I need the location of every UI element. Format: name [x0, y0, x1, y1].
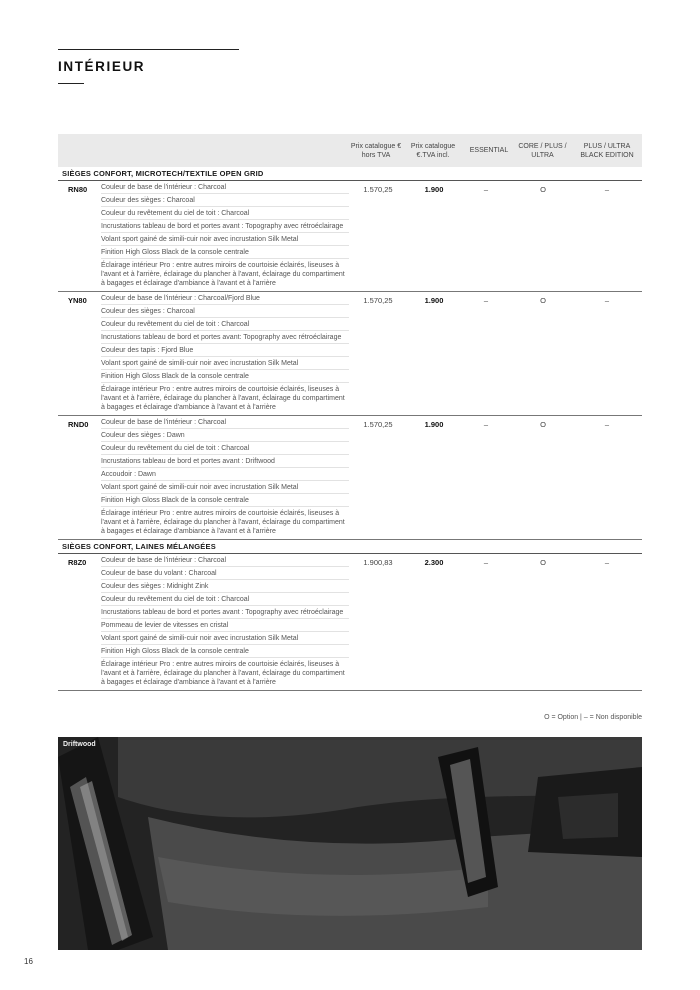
header-essential: ESSENTIAL: [469, 147, 509, 154]
feature-item: Couleur de base du volant : Charcoal: [101, 567, 349, 580]
feature-item: Éclairage intérieur Pro : entre autres miroirs de courtoisie éclairés, liseuses à l'avant et à l'arrière, éclairage du plancher à l'avant, éclairage du compartiment à bagages et éclairage d'ambiance à l'avant et à l'arrière: [101, 661, 345, 686]
feature-item: Finition High Gloss Black de la console centrale: [101, 246, 349, 259]
feature-item: Couleur du revêtement du ciel de toit : Charcoal: [101, 593, 349, 606]
price-excl-vat: 1.570,25: [363, 420, 393, 429]
option-code: R8Z0: [68, 558, 87, 567]
feature-item: Incrustations tableau de bord et portes avant: Topography avec rétroéclairage: [101, 331, 349, 344]
option-code: YN80: [68, 296, 87, 305]
availability-core: O: [540, 558, 546, 567]
feature-item: Éclairage intérieur Pro : entre autres miroirs de courtoisie éclairés, liseuses à l'avant et à l'arrière, éclairage du plancher à l'avant, éclairage du compartiment à bagages et éclairage d'ambiance à l'avant et à l'arrière: [101, 386, 345, 411]
price-excl-vat: 1.900,83: [363, 558, 393, 567]
feature-item: Finition High Gloss Black de la console centrale: [101, 494, 349, 507]
feature-item: Couleur des sièges : Charcoal: [101, 194, 349, 207]
page-number: 16: [24, 957, 33, 966]
option-group: [58, 554, 642, 691]
legend: O = Option | – = Non disponible: [544, 714, 642, 721]
header-core: CORE / PLUS / ULTRA: [518, 142, 567, 159]
availability-essential: –: [483, 296, 489, 305]
availability-plus: –: [604, 420, 610, 429]
feature-item: Volant sport gainé de simili-cuir noir avec incrustation Silk Metal: [101, 233, 349, 246]
price-incl-vat: 2.300: [424, 558, 444, 567]
feature-item: Couleur du revêtement du ciel de toit : Charcoal: [101, 318, 349, 331]
feature-item: Volant sport gainé de simili-cuir noir avec incrustation Silk Metal: [101, 632, 349, 645]
feature-item: Incrustations tableau de bord et portes avant : Topography avec rétroéclairage: [101, 606, 349, 619]
availability-essential: –: [483, 185, 489, 194]
feature-list: [101, 181, 349, 289]
feature-item: Couleur de base de l'intérieur : Charcoal: [101, 554, 349, 567]
header-prix-ht: Prix catalogue € hors TVA: [350, 142, 402, 159]
option-code: RND0: [68, 420, 89, 429]
dashboard-illustration: [58, 737, 642, 950]
feature-item: Volant sport gainé de simili-cuir noir avec incrustation Silk Metal: [101, 357, 349, 370]
section-heading: SIÈGES CONFORT, LAINES MÉLANGÉES: [58, 540, 642, 554]
feature-item: Couleur des sièges : Dawn: [101, 429, 349, 442]
price-incl-vat: 1.900: [424, 420, 444, 429]
title-underline: [58, 83, 84, 84]
option-code: RN80: [68, 185, 88, 194]
availability-plus: –: [604, 558, 610, 567]
feature-item: Couleur du revêtement du ciel de toit : Charcoal: [101, 207, 349, 220]
feature-item: Pommeau de levier de vitesses en cristal: [101, 619, 349, 632]
header-prix-ttc: Prix catalogue €.TVA incl.: [410, 142, 456, 159]
feature-item: Couleur de base de l'intérieur : Charcoal: [101, 416, 349, 429]
price-incl-vat: 1.900: [424, 296, 444, 305]
availability-essential: –: [483, 558, 489, 567]
price-excl-vat: 1.570,25: [363, 296, 393, 305]
feature-list: [101, 554, 349, 688]
table-header: [58, 134, 642, 167]
spec-table: [58, 134, 642, 691]
availability-plus: –: [604, 185, 610, 194]
feature-item: Couleur des sièges : Charcoal: [101, 305, 349, 318]
feature-item: Éclairage intérieur Pro : entre autres miroirs de courtoisie éclairés, liseuses à l'avant et à l'arrière, éclairage du plancher à l'avant, éclairage du compartiment à bagages et éclairage d'ambiance à l'avant et à l'arrière: [101, 510, 345, 535]
page-title: INTÉRIEUR: [58, 59, 146, 74]
feature-item: Couleur des sièges : Midnight Zink: [101, 580, 349, 593]
feature-list: [101, 416, 349, 537]
availability-plus: –: [604, 296, 610, 305]
feature-item: Accoudoir : Dawn: [101, 468, 349, 481]
feature-item: Couleur du revêtement du ciel de toit : Charcoal: [101, 442, 349, 455]
interior-photo: [58, 737, 642, 950]
feature-item: Incrustations tableau de bord et portes avant : Driftwood: [101, 455, 349, 468]
availability-essential: –: [483, 420, 489, 429]
price-incl-vat: 1.900: [424, 185, 444, 194]
top-rule: [58, 49, 239, 50]
option-group: [58, 181, 642, 292]
header-plus: PLUS / ULTRA BLACK EDITION: [580, 142, 634, 159]
feature-item: Couleur des tapis : Fjord Blue: [101, 344, 349, 357]
section-heading: SIÈGES CONFORT, MICROTECH/TEXTILE OPEN GRID: [58, 167, 642, 181]
availability-core: O: [540, 420, 546, 429]
feature-list: [101, 292, 349, 413]
feature-item: Finition High Gloss Black de la console centrale: [101, 645, 349, 658]
feature-item: Éclairage intérieur Pro : entre autres miroirs de courtoisie éclairés, liseuses à l'avant et à l'arrière, éclairage du plancher à l'avant, éclairage du compartiment à bagages et éclairage d'ambiance à l'avant et à l'arrière: [101, 262, 345, 287]
feature-item: Finition High Gloss Black de la console centrale: [101, 370, 349, 383]
feature-item: Incrustations tableau de bord et portes avant : Topography avec rétroéclairage: [101, 220, 349, 233]
feature-item: Couleur de base de l'intérieur : Charcoal/Fjord Blue: [101, 292, 349, 305]
feature-item: Couleur de base de l'intérieur : Charcoal: [101, 181, 349, 194]
photo-label: Driftwood: [63, 741, 96, 748]
option-group: [58, 416, 642, 540]
availability-core: O: [540, 185, 546, 194]
table-body: [58, 167, 642, 691]
feature-item: Volant sport gainé de simili-cuir noir avec incrustation Silk Metal: [101, 481, 349, 494]
price-excl-vat: 1.570,25: [363, 185, 393, 194]
availability-core: O: [540, 296, 546, 305]
option-group: [58, 292, 642, 416]
